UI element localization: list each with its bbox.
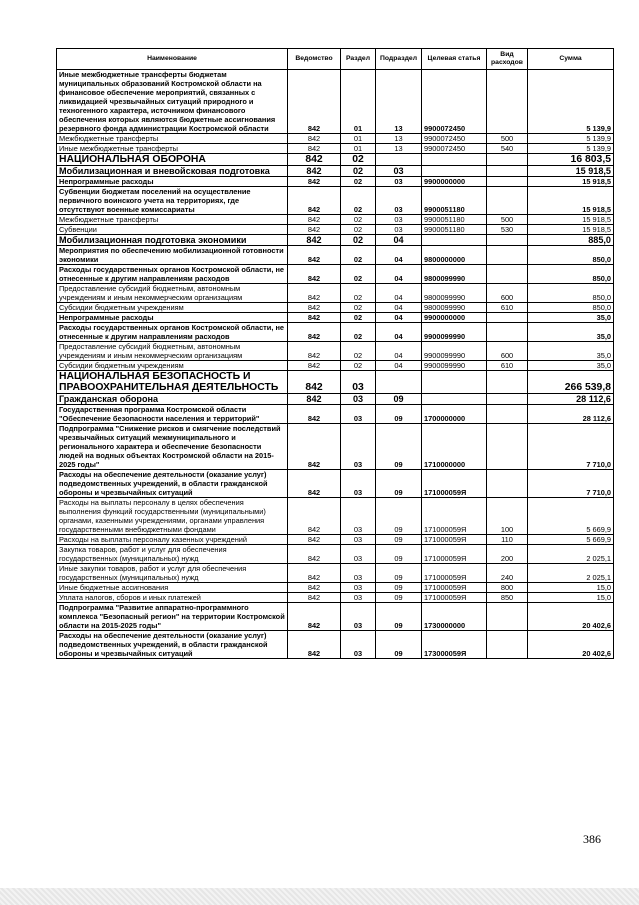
- row-sum: 5 669,9: [528, 535, 614, 545]
- row-section: 02: [341, 215, 376, 225]
- row-expense: [487, 235, 528, 246]
- col-header-name: Наименование: [57, 49, 288, 70]
- row-subsection: 09: [376, 535, 422, 545]
- table-row: [57, 265, 614, 284]
- row-subsection: 04: [376, 323, 422, 342]
- row-subsection: 04: [376, 303, 422, 313]
- row-expense: 200: [487, 545, 528, 564]
- row-sum: 35,0: [528, 313, 614, 323]
- row-sum: 28 112,6: [528, 405, 614, 424]
- row-name: Иные межбюджетные трансферты: [57, 144, 288, 154]
- row-section: 03: [341, 498, 376, 535]
- row-subsection: 09: [376, 631, 422, 659]
- row-sum: 35,0: [528, 342, 614, 361]
- row-subsection: 13: [376, 134, 422, 144]
- row-subsection: 03: [376, 177, 422, 187]
- row-dept: 842: [288, 235, 341, 246]
- row-dept: 842: [288, 394, 341, 405]
- row-dept: 842: [288, 470, 341, 498]
- table-row: [57, 246, 614, 265]
- row-name: Межбюджетные трансферты: [57, 134, 288, 144]
- row-dept: 842: [288, 144, 341, 154]
- row-subsection: 03: [376, 225, 422, 235]
- row-dept: 842: [288, 154, 341, 166]
- row-dept: 842: [288, 603, 341, 631]
- row-sum: 2 025,1: [528, 545, 614, 564]
- row-sum: 5 139,9: [528, 134, 614, 144]
- row-dept: 842: [288, 323, 341, 342]
- row-dept: 842: [288, 424, 341, 470]
- row-expense: 500: [487, 215, 528, 225]
- row-section: 02: [341, 166, 376, 177]
- row-section: 02: [341, 313, 376, 323]
- row-section: 02: [341, 187, 376, 215]
- row-expense: [487, 603, 528, 631]
- row-target: 9900051180: [422, 225, 487, 235]
- row-section: 02: [341, 342, 376, 361]
- table-row: [57, 564, 614, 583]
- row-name: Государственная программа Костромской области "Обеспечение безопасности населения и территорий": [57, 405, 288, 424]
- row-dept: 842: [288, 593, 341, 603]
- row-sum: 15 918,5: [528, 166, 614, 177]
- table-row: [57, 303, 614, 313]
- row-subsection: 09: [376, 545, 422, 564]
- page-number: 386: [583, 832, 601, 846]
- row-name: Расходы на обеспечение деятельности (оказание услуг) подведомственных учреждений, в области гражданской обороны и чрезвычайных ситуаций: [57, 631, 288, 659]
- row-subsection: 09: [376, 470, 422, 498]
- row-section: 03: [341, 535, 376, 545]
- row-expense: 500: [487, 134, 528, 144]
- row-name: Непрограммные расходы: [57, 177, 288, 187]
- table-row: [57, 361, 614, 371]
- col-header-dept: Ведомство: [288, 49, 341, 70]
- row-subsection: 04: [376, 284, 422, 303]
- row-target: [422, 166, 487, 177]
- row-expense: [487, 246, 528, 265]
- row-sum: 28 112,6: [528, 394, 614, 405]
- row-dept: 842: [288, 246, 341, 265]
- table-row: [57, 603, 614, 631]
- table-row: [57, 583, 614, 593]
- table-row: [57, 498, 614, 535]
- row-section: 02: [341, 225, 376, 235]
- table-row: [57, 134, 614, 144]
- row-subsection: 13: [376, 144, 422, 154]
- row-sum: 850,0: [528, 303, 614, 313]
- row-section: 02: [341, 323, 376, 342]
- row-sum: 2 025,1: [528, 564, 614, 583]
- row-expense: [487, 166, 528, 177]
- row-name: Предоставление субсидий бюджетным, автономным учреждениям и иным некоммерческим организациям: [57, 284, 288, 303]
- row-name: Подпрограмма "Развитие аппаратно-программного комплекса "Безопасный регион" на территории Костромской области на 2015-2025 годы": [57, 603, 288, 631]
- row-target: 9900072450: [422, 70, 487, 134]
- row-target: 9800099990: [422, 303, 487, 313]
- row-expense: 100: [487, 498, 528, 535]
- row-section: 02: [341, 303, 376, 313]
- table-row: [57, 187, 614, 215]
- row-name: НАЦИОНАЛЬНАЯ ОБОРОНА: [57, 154, 288, 166]
- row-section: 03: [341, 603, 376, 631]
- row-dept: 842: [288, 215, 341, 225]
- row-sum: 850,0: [528, 246, 614, 265]
- row-sum: 5 139,9: [528, 144, 614, 154]
- row-subsection: 09: [376, 564, 422, 583]
- row-dept: 842: [288, 498, 341, 535]
- row-expense: [487, 394, 528, 405]
- row-name: Субсидии бюджетным учреждениям: [57, 361, 288, 371]
- row-expense: [487, 154, 528, 166]
- row-name: Гражданская оборона: [57, 394, 288, 405]
- row-expense: 600: [487, 342, 528, 361]
- row-section: 01: [341, 70, 376, 134]
- row-expense: [487, 631, 528, 659]
- row-subsection: 03: [376, 215, 422, 225]
- row-dept: 842: [288, 177, 341, 187]
- row-section: 02: [341, 265, 376, 284]
- row-sum: 850,0: [528, 284, 614, 303]
- table-row: [57, 284, 614, 303]
- budget-table: [56, 48, 614, 659]
- row-section: 03: [341, 371, 376, 394]
- table-row: [57, 405, 614, 424]
- row-target: 1710000000: [422, 424, 487, 470]
- row-subsection: 09: [376, 394, 422, 405]
- row-section: 02: [341, 154, 376, 166]
- row-subsection: 13: [376, 70, 422, 134]
- row-name: Субвенции бюджетам поселений на осуществление первичного воинского учета на территориях, где отсутствуют военные комиссариаты: [57, 187, 288, 215]
- row-section: 02: [341, 284, 376, 303]
- table-row: [57, 535, 614, 545]
- table-row: [57, 424, 614, 470]
- row-target: 9900099990: [422, 361, 487, 371]
- row-target: [422, 235, 487, 246]
- row-section: 03: [341, 593, 376, 603]
- row-sum: 15 918,5: [528, 187, 614, 215]
- row-sum: 5 139,9: [528, 70, 614, 134]
- row-target: 9900099990: [422, 342, 487, 361]
- row-name: Иные межбюджетные трансферты бюджетам муниципальных образований Костромской области на финансовое обеспечение мероприятий, связанных с ликвидацией чрезвычайных ситуаций природного и техногенного характера, источником финансового обеспечения которых являются бюджетные ассигнования резервного фонда администрации Костромской области: [57, 70, 288, 134]
- row-target: 9800099990: [422, 284, 487, 303]
- row-target: 1730000000: [422, 603, 487, 631]
- row-section: 02: [341, 246, 376, 265]
- table-row: [57, 225, 614, 235]
- row-name: Субвенции: [57, 225, 288, 235]
- row-name: Расходы на выплаты персоналу казенных учреждений: [57, 535, 288, 545]
- row-expense: [487, 265, 528, 284]
- row-dept: 842: [288, 225, 341, 235]
- col-header-target: Целевая статья: [422, 49, 487, 70]
- table-row: [57, 144, 614, 154]
- row-section: 03: [341, 424, 376, 470]
- row-name: НАЦИОНАЛЬНАЯ БЕЗОПАСНОСТЬ И ПРАВООХРАНИТЕЛЬНАЯ ДЕЯТЕЛЬНОСТЬ: [57, 371, 288, 394]
- table-row: [57, 166, 614, 177]
- row-section: 03: [341, 564, 376, 583]
- row-subsection: 09: [376, 593, 422, 603]
- row-sum: 20 402,6: [528, 631, 614, 659]
- row-expense: [487, 470, 528, 498]
- table-row: [57, 323, 614, 342]
- row-expense: [487, 424, 528, 470]
- row-dept: 842: [288, 284, 341, 303]
- row-expense: [487, 323, 528, 342]
- row-expense: 240: [487, 564, 528, 583]
- row-expense: [487, 177, 528, 187]
- row-dept: 842: [288, 631, 341, 659]
- row-dept: 842: [288, 535, 341, 545]
- row-target: 9900000000: [422, 177, 487, 187]
- row-target: 9900072450: [422, 144, 487, 154]
- row-section: 01: [341, 134, 376, 144]
- row-expense: 540: [487, 144, 528, 154]
- row-target: 171000059Я: [422, 564, 487, 583]
- col-header-expense: Вид расходов: [487, 49, 528, 70]
- row-subsection: 09: [376, 603, 422, 631]
- row-name: Непрограммные расходы: [57, 313, 288, 323]
- row-sum: 15 918,5: [528, 177, 614, 187]
- row-section: 03: [341, 631, 376, 659]
- row-dept: 842: [288, 187, 341, 215]
- row-expense: [487, 405, 528, 424]
- row-target: 9800099990: [422, 265, 487, 284]
- row-dept: 842: [288, 313, 341, 323]
- row-target: [422, 394, 487, 405]
- row-subsection: 04: [376, 313, 422, 323]
- row-target: 9800000000: [422, 246, 487, 265]
- row-subsection: 04: [376, 361, 422, 371]
- row-name: Подпрограмма "Снижение рисков и смягчение последствий чрезвычайных ситуаций межмуниципального и регионального характера и обеспечение безопасности людей на водных объектах Костромской области на 2015-2025 годы": [57, 424, 288, 470]
- row-subsection: 09: [376, 583, 422, 593]
- row-target: 9900099990: [422, 323, 487, 342]
- row-target: 171000059Я: [422, 593, 487, 603]
- row-target: 171000059Я: [422, 498, 487, 535]
- row-name: Расходы государственных органов Костромской области, не отнесенные к другим направлениям расходов: [57, 265, 288, 284]
- row-dept: 842: [288, 134, 341, 144]
- table-row: [57, 70, 614, 134]
- row-expense: [487, 313, 528, 323]
- row-sum: 35,0: [528, 361, 614, 371]
- row-name: Мероприятия по обеспечению мобилизационной готовности экономики: [57, 246, 288, 265]
- row-expense: 800: [487, 583, 528, 593]
- row-sum: 7 710,0: [528, 470, 614, 498]
- row-sum: 266 539,8: [528, 371, 614, 394]
- table-header-row: [57, 49, 614, 70]
- row-name: Расходы государственных органов Костромской области, не отнесенные к другим направлениям расходов: [57, 323, 288, 342]
- row-dept: 842: [288, 405, 341, 424]
- row-name: Предоставление субсидий бюджетным, автономным учреждениям и иным некоммерческим организациям: [57, 342, 288, 361]
- row-sum: 15,0: [528, 593, 614, 603]
- row-section: 03: [341, 405, 376, 424]
- row-dept: 842: [288, 265, 341, 284]
- table-row: [57, 235, 614, 246]
- row-subsection: [376, 154, 422, 166]
- table-row: [57, 154, 614, 166]
- row-dept: 842: [288, 564, 341, 583]
- table-row: [57, 593, 614, 603]
- row-expense: [487, 70, 528, 134]
- row-section: 03: [341, 545, 376, 564]
- row-subsection: 09: [376, 405, 422, 424]
- row-subsection: 09: [376, 498, 422, 535]
- footer-strip: [0, 888, 639, 905]
- row-section: 03: [341, 470, 376, 498]
- col-header-section: Раздел: [341, 49, 376, 70]
- row-name: Мобилизационная подготовка экономики: [57, 235, 288, 246]
- row-sum: 5 669,9: [528, 498, 614, 535]
- row-name: Иные закупки товаров, работ и услуг для обеспечения государственных (муниципальных) нужд: [57, 564, 288, 583]
- row-target: 9900072450: [422, 134, 487, 144]
- row-sum: 35,0: [528, 323, 614, 342]
- row-section: 03: [341, 583, 376, 593]
- row-dept: 842: [288, 342, 341, 361]
- row-subsection: 03: [376, 166, 422, 177]
- row-sum: 7 710,0: [528, 424, 614, 470]
- table-row: [57, 631, 614, 659]
- col-header-sum: Сумма: [528, 49, 614, 70]
- row-subsection: 04: [376, 342, 422, 361]
- row-dept: 842: [288, 361, 341, 371]
- row-section: 01: [341, 144, 376, 154]
- row-dept: 842: [288, 303, 341, 313]
- row-subsection: 04: [376, 265, 422, 284]
- row-expense: 850: [487, 593, 528, 603]
- row-target: 171000059Я: [422, 545, 487, 564]
- row-target: 171000059Я: [422, 470, 487, 498]
- table-row: [57, 371, 614, 394]
- row-sum: 20 402,6: [528, 603, 614, 631]
- row-sum: 885,0: [528, 235, 614, 246]
- row-dept: 842: [288, 545, 341, 564]
- row-dept: 842: [288, 70, 341, 134]
- row-target: 9900051180: [422, 187, 487, 215]
- row-target: 9900000000: [422, 313, 487, 323]
- row-section: 02: [341, 361, 376, 371]
- row-name: Мобилизационная и вневойсковая подготовка: [57, 166, 288, 177]
- row-section: 02: [341, 235, 376, 246]
- row-target: 171000059Я: [422, 535, 487, 545]
- row-expense: 600: [487, 284, 528, 303]
- row-target: 9900051180: [422, 215, 487, 225]
- row-expense: 610: [487, 361, 528, 371]
- row-sum: 15 918,5: [528, 225, 614, 235]
- row-subsection: 04: [376, 246, 422, 265]
- row-expense: 610: [487, 303, 528, 313]
- row-name: Расходы на обеспечение деятельности (оказание услуг) подведомственных учреждений, в области гражданской обороны и чрезвычайных ситуаций: [57, 470, 288, 498]
- row-subsection: [376, 371, 422, 394]
- row-target: [422, 154, 487, 166]
- row-target: 171000059Я: [422, 583, 487, 593]
- col-header-subsection: Подраздел: [376, 49, 422, 70]
- row-target: [422, 371, 487, 394]
- row-section: 03: [341, 394, 376, 405]
- row-expense: 110: [487, 535, 528, 545]
- table-row: [57, 313, 614, 323]
- row-subsection: 09: [376, 424, 422, 470]
- table-row: [57, 545, 614, 564]
- row-name: Субсидии бюджетным учреждениям: [57, 303, 288, 313]
- row-sum: 16 803,5: [528, 154, 614, 166]
- row-sum: 15,0: [528, 583, 614, 593]
- row-dept: 842: [288, 166, 341, 177]
- row-name: Межбюджетные трансферты: [57, 215, 288, 225]
- row-sum: 15 918,5: [528, 215, 614, 225]
- table-row: [57, 177, 614, 187]
- row-section: 02: [341, 177, 376, 187]
- table-row: [57, 470, 614, 498]
- table-row: [57, 342, 614, 361]
- table-row: [57, 215, 614, 225]
- row-name: Расходы на выплаты персоналу в целях обеспечения выполнения функций государственными (муниципальными) органами, казенными учреждениями, органами управления государственными внебюджетными фондами: [57, 498, 288, 535]
- row-target: 1700000000: [422, 405, 487, 424]
- row-name: Закупка товаров, работ и услуг для обеспечения государственных (муниципальных) нужд: [57, 545, 288, 564]
- row-dept: 842: [288, 371, 341, 394]
- row-sum: 850,0: [528, 265, 614, 284]
- row-target: 173000059Я: [422, 631, 487, 659]
- row-expense: 530: [487, 225, 528, 235]
- row-expense: [487, 371, 528, 394]
- table-body: [57, 70, 614, 659]
- table-row: [57, 394, 614, 405]
- row-dept: 842: [288, 583, 341, 593]
- row-name: Иные бюджетные ассигнования: [57, 583, 288, 593]
- row-subsection: 04: [376, 235, 422, 246]
- row-name: Уплата налогов, сборов и иных платежей: [57, 593, 288, 603]
- row-expense: [487, 187, 528, 215]
- row-subsection: 03: [376, 187, 422, 215]
